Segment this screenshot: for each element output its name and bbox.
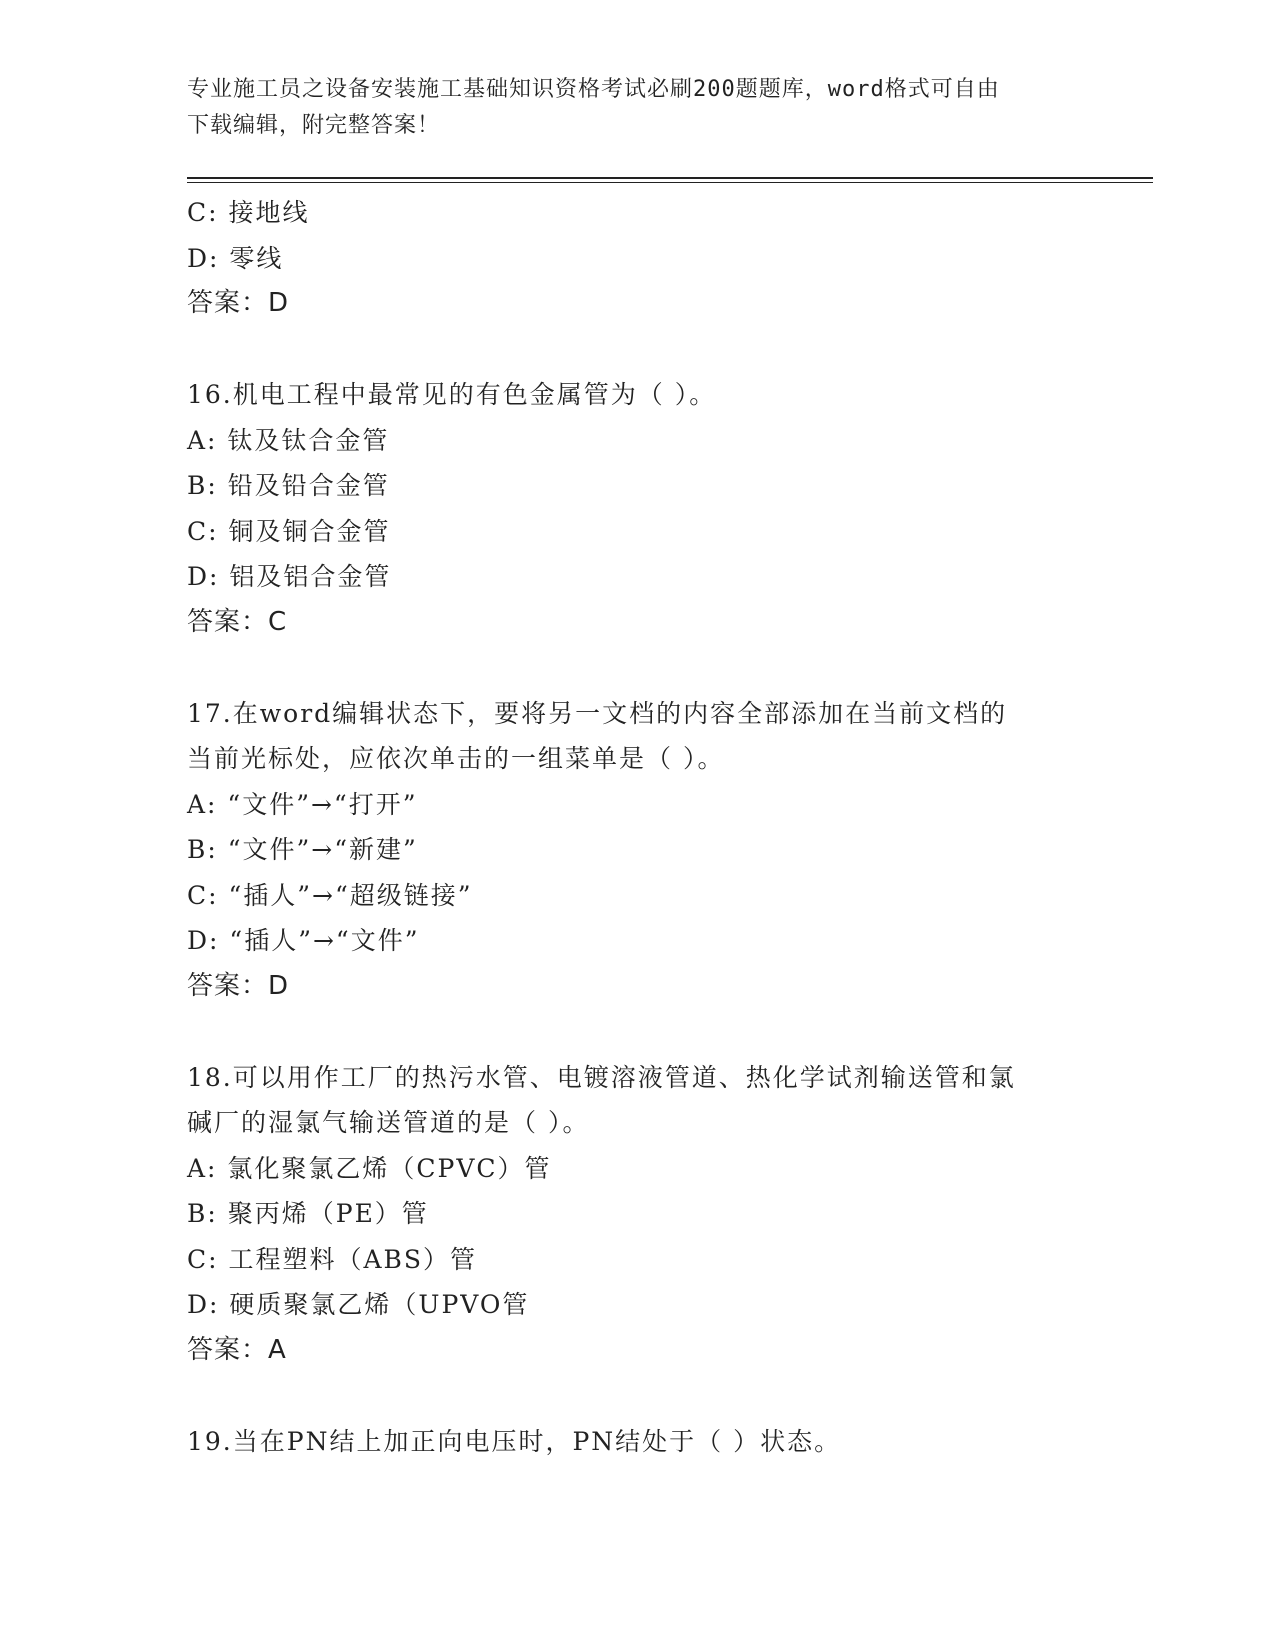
option-d: D: 零线 — [187, 243, 284, 273]
option-d: D: “插人”→“文件” — [187, 926, 420, 955]
option-b: B: “文件”→“新建” — [187, 835, 418, 864]
question-18 — [187, 1055, 1087, 1374]
document-body — [187, 190, 1087, 1464]
option-d: D: 铝及铝合金管 — [187, 562, 392, 591]
question-17 — [187, 691, 1087, 1010]
question-16 — [187, 372, 1087, 645]
option-a: A: 钛及钛合金管 — [187, 425, 390, 455]
header-title-line-1: 专业施工员之设备安装施工基础知识资格考试必刷200题题库，word格式可自由 — [187, 77, 1000, 102]
option-a: A: 氯化聚氯乙烯（CPVC）管 — [187, 1153, 552, 1183]
question-stem: 17.在word编辑状态下，要将另一文档的内容全部添加在当前文档的 — [187, 698, 1008, 728]
option-c: C: 工程塑料（ABS）管 — [187, 1244, 478, 1274]
header-divider-thick — [187, 177, 1153, 179]
option-c: C: “插人”→“超级链接” — [187, 880, 473, 910]
spacer — [187, 327, 1087, 373]
question-stem: 18.可以用作工厂的热污水管、电镀溶液管道、热化学试剂输送管和氯 — [187, 1062, 1016, 1092]
answer-line: 答案：D — [187, 970, 290, 1001]
option-d: D: 硬质聚氯乙烯（UPVO管 — [187, 1290, 530, 1319]
header-title-line-2: 下载编辑，附完整答案！ — [187, 113, 441, 138]
answer-line: 答案：C — [187, 606, 288, 637]
question-stem-continued: 碱厂的湿氯气输送管道的是（ ）。 — [187, 1108, 590, 1137]
option-c: C: 铜及铜合金管 — [187, 516, 391, 546]
previous-question-tail — [187, 190, 1087, 327]
question-19 — [187, 1419, 1087, 1465]
question-stem: 16.机电工程中最常见的有色金属管为（ ）。 — [187, 380, 717, 409]
option-b: B: 铅及铅合金管 — [187, 471, 390, 500]
answer-line: 答案：A — [187, 1334, 287, 1365]
spacer — [187, 1009, 1087, 1055]
document-header — [187, 72, 1087, 144]
spacer — [187, 645, 1087, 691]
header-divider-thin — [187, 182, 1153, 183]
answer-line: 答案：D — [187, 288, 290, 318]
question-stem-continued: 当前光标处，应依次单击的一组菜单是（ ）。 — [187, 744, 725, 773]
option-c: C: 接地线 — [187, 198, 310, 227]
spacer — [187, 1373, 1087, 1419]
option-b: B: 聚丙烯（PE）管 — [187, 1199, 429, 1228]
option-a: A: “文件”→“打开” — [187, 789, 418, 819]
question-stem: 19.当在PN结上加正向电压时，PN结处于（ ）状态。 — [187, 1426, 842, 1456]
